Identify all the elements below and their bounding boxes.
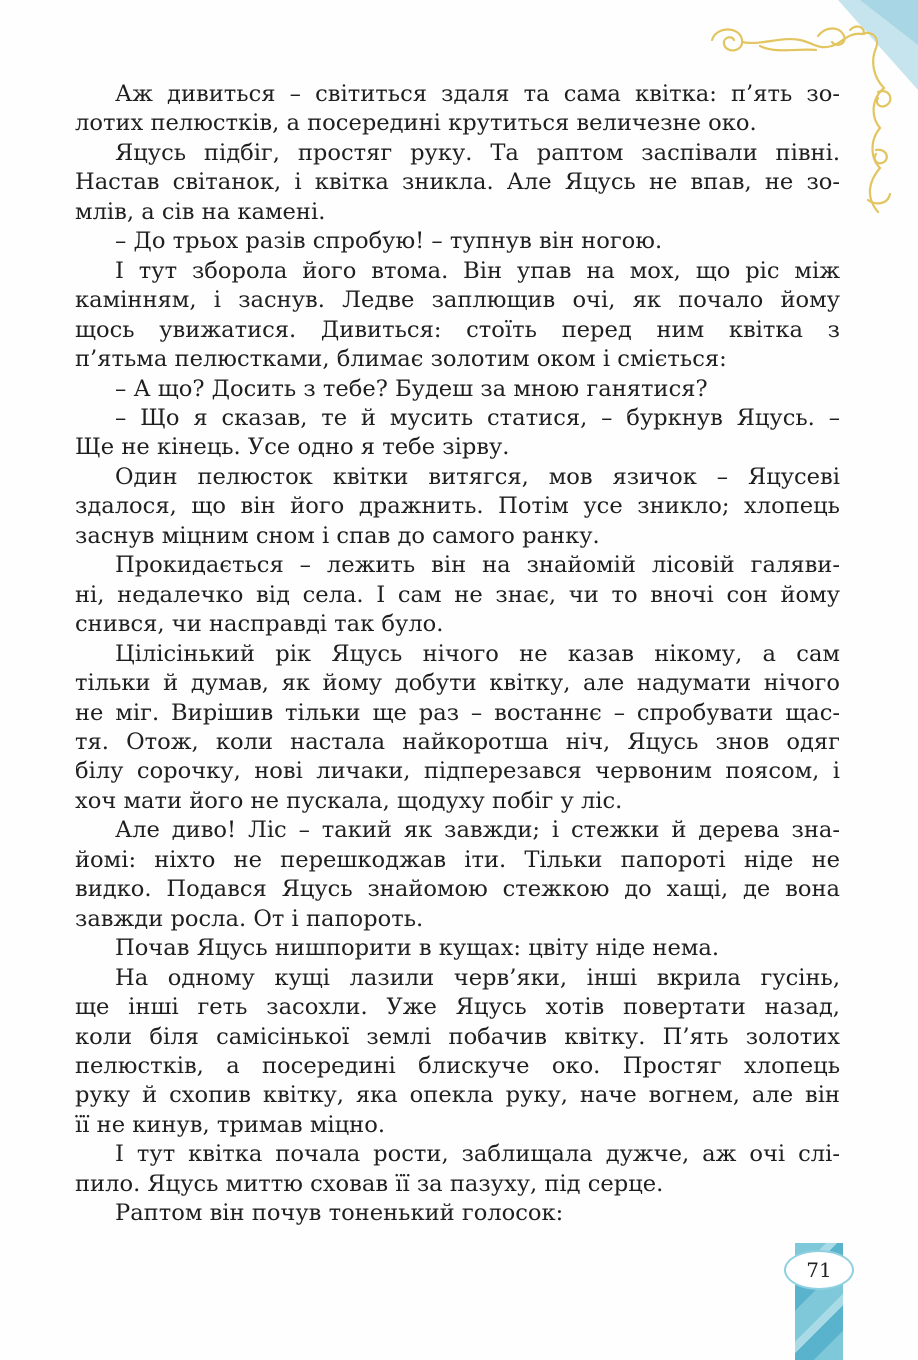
text-line: тя. Отож, коли настала найкоротша ніч, Яцусь знов одяг [75,728,840,755]
text-line: тільки й думав, як йому добути квітку, але надумати нічого [75,670,840,697]
text-line: видко. Подався Яцусь знайомою стежкою до хащі, де вона [75,876,840,903]
text-line: не міг. Вирішив тільки ще раз – востаннє – спробувати щас- [75,699,840,726]
text-line: Яцусь підбіг, простяг руку. Та раптом заспівали півні. [115,139,840,166]
text-line: лотих пелюстків, а посередині крутиться величезне око. [75,110,757,137]
text-line: її не кинув, тримав міцно. [75,1111,386,1138]
text-line: Але диво! Ліс – такий як завжди; і стежки й дерева зна- [115,817,840,844]
text-line: Один пелюсток квітки витягся, мов язичок – Яцусеві [115,463,840,490]
text-line: руку й схопив квітку, яка опекла руку, наче вогнем, але він [75,1082,840,1109]
text-line: заснув міцним сном і спав до самого ранку. [75,522,600,549]
text-line: Цілісінький рік Яцусь нічого не казав нікому, а сам [115,640,840,667]
text-line: хоч мати його не пускала, щодуху побіг у ліс. [75,787,623,814]
text-line: І тут зборола його втома. Він упав на мох, що ріс між [115,257,840,284]
text-line: завжди росла. От і папороть. [75,905,424,932]
page-number: 71 [784,1250,854,1290]
text-line: Раптом він почув тоненький голосок: [115,1200,564,1227]
text-line: млів, а сів на камені. [75,198,326,225]
text-line: коли біля самісінької землі побачив квітку. П’ять золотих [75,1023,840,1050]
text-line: На одному кущі лазили черв’яки, інші вкрила гусінь, [115,964,840,991]
text-line: – До трьох разів спробую! – тупнув він ногою. [115,228,663,255]
text-line: Аж дивиться – світиться здаля та сама квітка: п’ять зо- [115,81,840,107]
text-line: пило. Яцусь миттю сховав її за пазуху, під серце. [75,1170,664,1197]
text-line: п’ятьма пелюстками, блимає золотим оком і сміється: [75,346,727,373]
story-text [75,80,840,1229]
text-line: йомі: ніхто не перешкоджав іти. Тільки папороті ніде не [75,846,840,873]
text-line: ні, недалечко від села. І сам не знає, чи то вночі сон йому [75,581,840,608]
text-line: ще інші геть засохли. Уже Яцусь хотів повертати назад, [75,994,840,1021]
text-line: білу сорочку, нові личаки, підперезався червоним поясом, і [75,758,840,785]
text-line: Настав світанок, і квітка зникла. Але Яцусь не впав, не зо- [75,169,840,196]
text-line: Прокидається – лежить він на знайомій лісовій галяви- [115,552,840,579]
text-line: Почав Яцусь нишпорити в кущах: цвіту ніде нема. [115,935,720,962]
text-line: пелюстків, а посередині блискуче око. Простяг хлопець [75,1052,840,1079]
text-line: снився, чи насправді так було. [75,611,444,638]
text-line: І тут квітка почала рости, заблищала дужче, аж очі слі- [115,1141,840,1168]
text-line: – Що я сказав, те й мусить статися, – буркнув Яцусь. – [115,404,840,431]
text-line: Ще не кінець. Усе одно я тебе зірву. [75,434,510,461]
text-line: – А що? Досить з тебе? Будеш за мною ганятися? [115,375,708,402]
text-line: здалося, що він його дражнить. Потім усе зникло; хлопець [75,493,840,520]
text-line: камінням, і заснув. Ледве заплющив очі, як почало йому [75,287,840,314]
text-line: щось увижатися. Дивиться: стоїть перед ним квітка з [75,316,840,343]
